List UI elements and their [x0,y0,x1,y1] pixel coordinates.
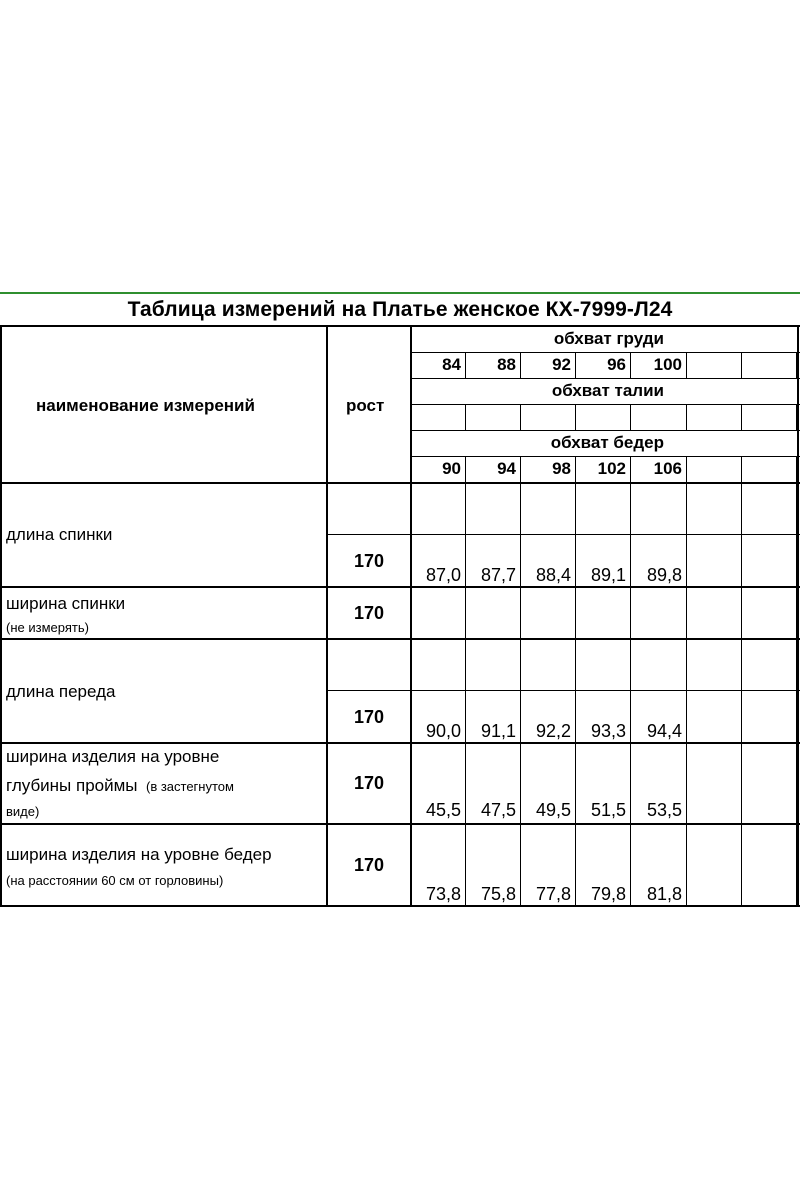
grid-line [465,352,466,378]
chest-size-88: 88 [497,355,516,374]
rost-hip-width: 170 [353,855,385,875]
value-cell: 91,1 [480,721,516,741]
rost-front-length: 170 [353,707,385,727]
grid-line [410,325,412,905]
value-cell: 47,5 [480,800,516,820]
hip-size-98: 98 [552,459,571,478]
grid-line [0,586,800,588]
grid-line [575,456,576,482]
row-name-hip-width: ширина изделия на уровне бедер [6,845,272,864]
row-name-armhole-width-line2 [6,776,234,796]
value-cell: 75,8 [480,884,516,904]
chest-size-84: 84 [442,355,461,374]
name-column-header: наименование измерений [36,396,255,415]
value-cell: 88,4 [535,565,571,585]
grid-line [326,325,328,905]
grid-line [520,352,521,378]
chest-label: обхват груди [553,329,664,348]
hip-size-90: 90 [442,459,461,478]
value-cell: 49,5 [535,800,571,820]
value-cell: 79,8 [590,884,626,904]
value-cell: 92,2 [535,721,571,741]
grid-line [326,534,800,535]
grid-line [797,325,799,905]
value-cell: 87,0 [425,565,461,585]
chest-size-100: 100 [653,355,682,374]
row-name-front-length: длина переда [6,682,116,701]
grid-line [0,325,2,905]
grid-line [410,430,800,431]
grid-line [520,404,521,430]
grid-line [465,482,466,905]
grid-line [520,456,521,482]
grid-line [575,352,576,378]
grid-line [465,404,466,430]
value-cell: 89,1 [590,565,626,585]
grid-line [630,456,631,482]
hip-size-102: 102 [597,459,626,478]
value-cell: 77,8 [535,884,571,904]
waist-label: обхват талии [551,381,664,400]
grid-line [575,482,576,905]
value-cell: 73,8 [425,884,461,904]
row-name-armhole-width-line1: ширина изделия на уровне [6,747,220,766]
chest-size-96: 96 [607,355,626,374]
hips-label: обхват бедер [550,433,664,452]
row-note-hip-width: (на расстоянии 60 см от горловины) [6,873,224,888]
grid-line [0,823,800,825]
grid-line [520,482,521,905]
top-rule [0,292,800,294]
grid-line [465,456,466,482]
grid-line [741,404,742,430]
grid-line [686,404,687,430]
grid-line [0,325,800,327]
value-cell: 81,8 [646,884,682,904]
grid-line [741,456,742,482]
grid-line [686,456,687,482]
table-title: Таблица измерений на Платье женское КХ-7999-Л24 [127,298,673,321]
grid-line [0,482,800,484]
grid-line [0,638,800,640]
grid-line [630,352,631,378]
rost-back-length: 170 [353,551,385,571]
value-cell: 94,4 [646,721,682,741]
armhole-name-text: глубины проймы [6,776,138,795]
grid-line [0,742,800,744]
grid-line [0,905,800,907]
hip-size-106: 106 [653,459,682,478]
grid-line [630,482,631,905]
row-name-back-width: ширина спинки [6,594,126,613]
grid-line [326,690,800,691]
row-name-back-length: длина спинки [6,525,113,544]
value-cell: 93,3 [590,721,626,741]
hip-size-94: 94 [497,459,516,478]
row-note-back-width: (не измерять) [6,620,89,635]
grid-line [575,404,576,430]
value-cell: 53,5 [646,800,682,820]
grid-line [741,352,742,378]
rost-back-width: 170 [353,603,385,623]
chest-size-92: 92 [552,355,571,374]
value-cell: 90,0 [425,721,461,741]
grid-line [630,404,631,430]
value-cell: 87,7 [480,565,516,585]
armhole-note-text: (в застегнутом [145,779,234,794]
row-note-armhole-width-line3: виде) [6,804,40,819]
rost-column-header: рост [346,396,385,415]
rost-armhole-width: 170 [353,773,385,793]
grid-line [686,352,687,378]
value-cell: 89,8 [646,565,682,585]
value-cell: 45,5 [425,800,461,820]
grid-line [686,482,687,905]
value-cell: 51,5 [590,800,626,820]
grid-line [741,482,742,905]
grid-line [410,378,800,379]
